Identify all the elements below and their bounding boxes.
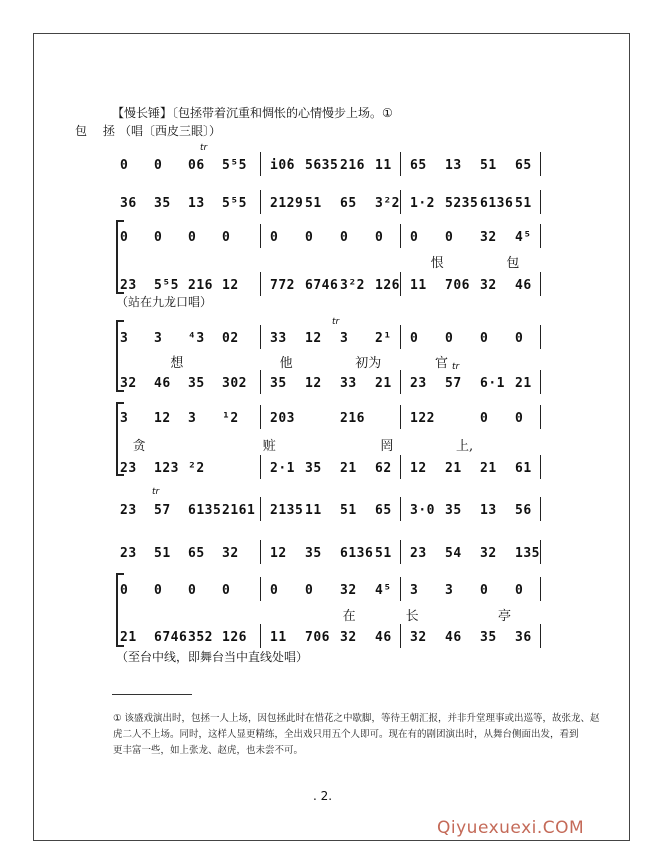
note-group: 35 (480, 630, 497, 645)
note-group: 21 (375, 376, 392, 391)
lyric-char: 他 (279, 356, 293, 371)
bar-line (400, 152, 401, 176)
bar-line (260, 272, 261, 296)
note-group: 0 (480, 331, 489, 346)
note-group: ²2 (188, 461, 205, 476)
note-group: 216 (188, 278, 213, 293)
note-group: 12 (410, 461, 427, 476)
note-group: 32 (340, 630, 357, 645)
note-group: 21 (340, 461, 357, 476)
lyric-char: 上, (456, 439, 474, 454)
footnote-line: ① 该盛戏演出时，包拯一人上场，因包拯此时在惜花之中歇脚，等待王朝汇报，并非升堂理事或出巡等，故张龙、赵 (113, 713, 600, 724)
note-group: 0 (120, 158, 129, 173)
staff-row (120, 158, 540, 180)
bar-line (260, 152, 261, 176)
note-group: 32 (340, 583, 357, 598)
note-group: 46 (515, 278, 532, 293)
note-group: 57 (154, 503, 171, 518)
bar-line (400, 224, 401, 248)
note-group: 51 (154, 546, 171, 561)
note-group: 35 (445, 503, 462, 518)
note-group: 3 (410, 583, 419, 598)
lyric-char: 贪 (132, 439, 146, 454)
note-group: 0 (515, 411, 524, 426)
note-group: 21 (515, 376, 532, 391)
note-group: 0 (270, 230, 279, 245)
bar-line (540, 370, 541, 394)
note-group: 126 (375, 278, 400, 293)
note-group: 23 (120, 278, 137, 293)
staff-row (120, 230, 540, 252)
stage-note: （至台中线，即舞台当中直线处唱） (116, 650, 309, 664)
note-group: 0 (445, 230, 454, 245)
note-group: 0 (154, 583, 163, 598)
intro-direction: 【慢长锤】〔包拯带着沉重和惆怅的心情慢步上场。① (112, 106, 393, 120)
note-group: 2·1 (270, 461, 295, 476)
note-group: 6746 (154, 630, 188, 645)
trill-mark: tr (452, 362, 460, 372)
lyric-char: 在 (342, 609, 356, 624)
note-group: 2129 (270, 196, 304, 211)
note-group: 65 (340, 196, 357, 211)
note-group: 32 (222, 546, 239, 561)
trill-mark: tr (332, 317, 340, 327)
note-group: 11 (375, 158, 392, 173)
note-group: 0 (480, 411, 489, 426)
note-group: 13 (480, 503, 497, 518)
stage-note: （站在九龙口唱） (116, 295, 213, 309)
note-group: 0 (222, 230, 231, 245)
note-group: 2135 (270, 503, 304, 518)
note-group: 0 (305, 230, 314, 245)
staff-row (120, 376, 540, 398)
bar-line (540, 224, 541, 248)
bar-line (260, 624, 261, 648)
note-group: 122 (410, 411, 435, 426)
note-group: 5⁵5 (222, 196, 247, 211)
bar-line (260, 325, 261, 349)
note-group: 51 (375, 546, 392, 561)
footnote-rule (112, 694, 192, 695)
bar-line (400, 455, 401, 479)
staff-row (120, 583, 540, 605)
note-group: 6136 (480, 196, 514, 211)
bar-line (260, 190, 261, 214)
note-group: 4⁵ (375, 583, 392, 598)
note-group: 0 (340, 230, 349, 245)
note-group: 32 (480, 230, 497, 245)
note-group: 3·0 (410, 503, 435, 518)
note-group: 3 (154, 331, 163, 346)
lyric-row (120, 605, 540, 624)
note-group: 0 (515, 583, 524, 598)
bar-line (540, 272, 541, 296)
note-group: 51 (515, 196, 532, 211)
footnote-line: 虎二人不上场。同时，这样人显更精练，全出戏只用五个人即可。现在有的剧团演出时，从舞台侧面出发，看到 (113, 729, 579, 740)
note-group: 33 (270, 331, 287, 346)
trill-mark: tr (152, 487, 160, 497)
note-group: ¹2 (222, 411, 239, 426)
note-group: 02 (222, 331, 239, 346)
bar-line (400, 325, 401, 349)
lyric-char: 官 (435, 356, 449, 371)
note-group: 32 (480, 278, 497, 293)
bar-line (400, 624, 401, 648)
note-group: 13 (188, 196, 205, 211)
note-group: 65 (515, 158, 532, 173)
note-group: 3 (188, 411, 197, 426)
note-group: 5235 (445, 196, 479, 211)
watermark-logo: Qiyuexuexi.COM (437, 818, 585, 838)
sing-instruction: （唱〔西皮三眼〕） (119, 124, 222, 138)
note-group: 32 (410, 630, 427, 645)
note-group: 23 (410, 546, 427, 561)
staff-row (120, 411, 540, 433)
note-group: 6136 (340, 546, 374, 561)
note-group: 46 (154, 376, 171, 391)
note-group: 23 (120, 546, 137, 561)
note-group: ⁴3 (188, 331, 205, 346)
note-group: 203 (270, 411, 295, 426)
bar-line (540, 624, 541, 648)
note-group: 0 (120, 230, 129, 245)
lyric-char: 罔 (380, 439, 394, 454)
note-group: 23 (410, 376, 427, 391)
note-group: 11 (270, 630, 287, 645)
note-group: 61 (515, 461, 532, 476)
staff-row (120, 196, 540, 218)
note-group: 65 (375, 503, 392, 518)
note-group: 706 (445, 278, 470, 293)
note-group: 5⁵5 (154, 278, 179, 293)
note-group: 51 (340, 503, 357, 518)
bar-line (260, 224, 261, 248)
note-group: 3²2 (375, 196, 400, 211)
page-number: . 2. (313, 789, 333, 803)
bar-line (540, 497, 541, 521)
note-group: 0 (480, 583, 489, 598)
staff-row (120, 331, 540, 353)
note-group: 21 (120, 630, 137, 645)
note-group: 6135 (188, 503, 222, 518)
bar-line (400, 370, 401, 394)
note-group: 46 (375, 630, 392, 645)
note-group: 35 (188, 376, 205, 391)
bar-line (260, 540, 261, 564)
note-group: 46 (445, 630, 462, 645)
note-group: 11 (410, 278, 427, 293)
note-group: 772 (270, 278, 295, 293)
bar-line (540, 577, 541, 601)
bar-line (400, 577, 401, 601)
note-group: 11 (305, 503, 322, 518)
note-group: 54 (445, 546, 462, 561)
note-group: 35 (305, 546, 322, 561)
note-group: 0 (270, 583, 279, 598)
staff-row (120, 503, 540, 525)
note-group: 21 (445, 461, 462, 476)
note-group: 51 (480, 158, 497, 173)
note-group: 32 (120, 376, 137, 391)
note-group: 65 (410, 158, 427, 173)
note-group: 0 (120, 583, 129, 598)
note-group: 3²2 (340, 278, 365, 293)
note-group: 23 (120, 461, 137, 476)
note-group: 62 (375, 461, 392, 476)
note-group: 123 (154, 461, 179, 476)
note-group: 0 (410, 331, 419, 346)
bar-line (540, 190, 541, 214)
lyric-char: 恨 (430, 256, 444, 271)
lyric-char: 包 (506, 256, 520, 271)
footnote-line: 更丰富一些，如上张龙、赵虎，也未尝不可。 (113, 745, 304, 756)
note-group: 0 (188, 230, 197, 245)
note-group: 13 (445, 158, 462, 173)
note-group: 06 (188, 158, 205, 173)
lyric-row (120, 352, 540, 371)
note-group: 0 (154, 230, 163, 245)
bar-line (400, 272, 401, 296)
note-group: 51 (305, 196, 322, 211)
lyric-char: 长 (405, 609, 419, 624)
note-group: 0 (305, 583, 314, 598)
note-group: 56 (515, 503, 532, 518)
note-group: 0 (222, 583, 231, 598)
note-group: 35 (270, 376, 287, 391)
bar-line (400, 190, 401, 214)
note-group: 0 (375, 230, 384, 245)
note-group: 3 (445, 583, 454, 598)
bar-line (260, 405, 261, 429)
bar-line (260, 497, 261, 521)
note-group: 216 (340, 411, 365, 426)
staff-row (120, 461, 540, 483)
note-group: 4⁵ (515, 230, 532, 245)
staff-row (120, 546, 540, 568)
lyric-char: 亭 (498, 609, 512, 624)
note-group: 23 (120, 503, 137, 518)
note-group: 12 (270, 546, 287, 561)
lyric-char: 想 (170, 356, 184, 371)
note-group: 0 (515, 331, 524, 346)
note-group: 12 (305, 376, 322, 391)
note-group: 6·1 (480, 376, 505, 391)
note-group: 352 (188, 630, 213, 645)
lyric-row (120, 435, 540, 454)
note-group: 135 (515, 546, 540, 561)
note-group: 706 (305, 630, 330, 645)
trill-mark: tr (200, 143, 208, 153)
note-group: 0 (445, 331, 454, 346)
bar-line (540, 540, 541, 564)
note-group: 12 (305, 331, 322, 346)
note-group: 33 (340, 376, 357, 391)
note-group: 36 (120, 196, 137, 211)
note-group: 216 (340, 158, 365, 173)
note-group: 35 (154, 196, 171, 211)
role-name: 包 拯 (75, 124, 121, 138)
bar-line (260, 455, 261, 479)
bar-line (260, 370, 261, 394)
note-group: 21 (480, 461, 497, 476)
bar-line (540, 152, 541, 176)
note-group: 36 (515, 630, 532, 645)
bar-line (540, 405, 541, 429)
note-group: 32 (480, 546, 497, 561)
note-group: 0 (410, 230, 419, 245)
lyric-row (120, 252, 540, 271)
lyric-char: 赃 (262, 439, 276, 454)
bar-line (400, 497, 401, 521)
lyric-char: 初为 (355, 356, 382, 371)
note-group: 0 (188, 583, 197, 598)
bar-line (400, 540, 401, 564)
note-group: 12 (154, 411, 171, 426)
note-group: 2161 (222, 503, 256, 518)
note-group: 65 (188, 546, 205, 561)
note-group: 5⁵5 (222, 158, 247, 173)
note-group: 2¹ (375, 331, 392, 346)
bar-line (260, 577, 261, 601)
note-group: 3 (340, 331, 349, 346)
note-group: 12 (222, 278, 239, 293)
note-group: 3 (120, 331, 129, 346)
bar-line (400, 405, 401, 429)
note-group: 6746 (305, 278, 339, 293)
note-group: 35 (305, 461, 322, 476)
note-group: 5635 (305, 158, 339, 173)
note-group: 126 (222, 630, 247, 645)
note-group: i0̇6 (270, 158, 295, 173)
note-group: 3 (120, 411, 129, 426)
note-group: 1·2 (410, 196, 435, 211)
bar-line (540, 455, 541, 479)
note-group: 302 (222, 376, 247, 391)
note-group: 57 (445, 376, 462, 391)
note-group: 0 (154, 158, 163, 173)
bar-line (540, 325, 541, 349)
